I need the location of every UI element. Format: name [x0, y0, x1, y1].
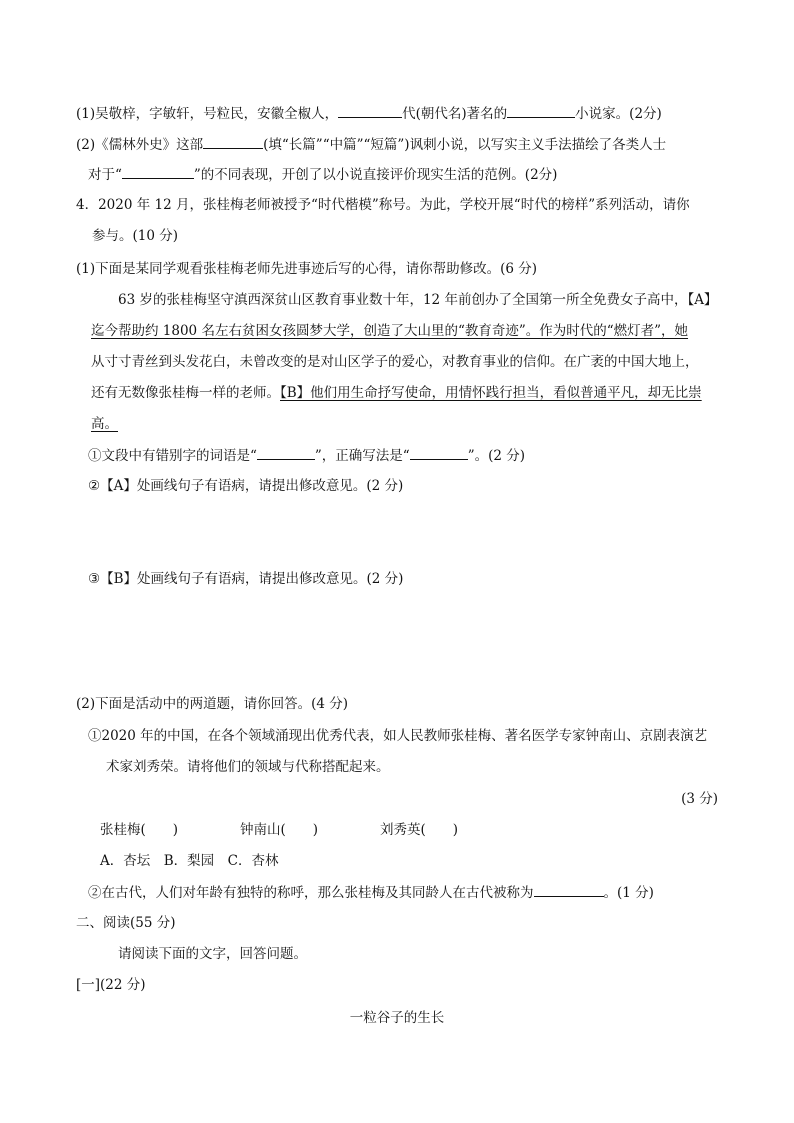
sub-question-2: ②【A】处画线句子有语病，请提出修改意见。(2 分)	[88, 478, 404, 494]
q3-part2-line1: (2)《儒林外史》这部 (填“长篇”“中篇”“短篇”)讽刺小说，以写实主义手法描绘了各类人士	[76, 134, 666, 155]
q4-stem-line1: 4．2020 年 12 月，张桂梅老师被授予“时代楷模”称号。为此，学校开展“时代的榜样”系列活动，请你	[76, 197, 690, 213]
subsection-heading: [一](22 分)	[76, 977, 146, 993]
answer-blank[interactable]	[410, 445, 468, 460]
choice-options: A．杏坛 B．梨园 C．杏林	[100, 853, 279, 869]
person-zhang[interactable]: 张桂梅( )	[100, 822, 179, 838]
age-question: ②在古代，人们对年龄有独特的称呼，那么张桂梅及其同龄人在古代被称为 。(1 分)	[88, 882, 654, 903]
person-zhong[interactable]: 钟南山( )	[240, 822, 319, 838]
answer-blank[interactable]	[257, 445, 315, 460]
q4-sub1-heading: (1)下面是某同学观看张桂梅老师先进事迹后写的心得，请你帮助修改。(6 分)	[76, 261, 538, 277]
answer-blank[interactable]	[507, 103, 575, 118]
passage-line: 从寸寸青丝到头发花白，未曾改变的是对山区学子的爱心，对教育事业的信仰。在广袤的中国大地上，	[91, 354, 699, 370]
section-heading: 二、阅读(55 分)	[76, 915, 176, 931]
q3-part1: (1)吴敬梓，字敏轩，号粒民，安徽全椒人， 代(朝代名)著名的 小说家。(2分)	[76, 103, 662, 124]
reading-instruction: 请阅读下面的文字，回答问题。	[118, 946, 307, 962]
q4-stem-line2: 参与。(10 分)	[92, 228, 179, 244]
q4-sub2-heading: (2)下面是活动中的两道题，请你回答。(4 分)	[76, 696, 349, 712]
answer-blank[interactable]	[122, 164, 194, 179]
passage-line-underlined-a: 迄今帮助约 1800 名左右贫困女孩圆梦大学，创造了大山里的“教育奇迹”。作为时代的“燃灯者”，她	[91, 323, 689, 339]
sub-question-1: ①文段中有错别字的词语是“ ”，正确写法是“ ”。(2 分)	[88, 445, 525, 466]
article-title: 一粒谷子的生长	[349, 1010, 445, 1026]
passage-line: 63 岁的张桂梅坚守滇西深贫山区教育事业数十年，12 年前创办了全国第一所全免费女子高中，【A】	[118, 292, 718, 308]
answer-blank[interactable]	[338, 103, 402, 118]
sub-question-3: ③【B】处画线句子有语病，请提出修改意见。(2 分)	[88, 571, 404, 587]
answer-blank[interactable]	[203, 134, 263, 149]
choice-question-line2: 术家刘秀荣。请将他们的领域与代称搭配起来。	[106, 759, 390, 775]
passage-line-underlined-b: 高。	[91, 416, 118, 432]
underlined-sentence-b: 【B】他们用生命抒写使命，用情怀践行担当，看似普通平凡，却无比崇	[280, 385, 702, 401]
choice-question-line1: ①2020 年的中国，在各个领域涌现出优秀代表，如人民教师张桂梅、著名医学专家钟南山、京剧表演艺	[88, 728, 708, 744]
person-liu[interactable]: 刘秀英( )	[380, 822, 459, 838]
passage-line: 还有无数像张桂梅一样的老师。【B】他们用生命抒写使命，用情怀践行担当，看似普通平凡，却无比崇	[91, 385, 702, 401]
score-label: (3 分)	[681, 791, 718, 807]
answer-blank[interactable]	[534, 882, 604, 897]
q3-part2-line2: 对于“ ”的不同表现，开创了以小说直接评价现实生活的范例。(2分)	[88, 164, 557, 185]
